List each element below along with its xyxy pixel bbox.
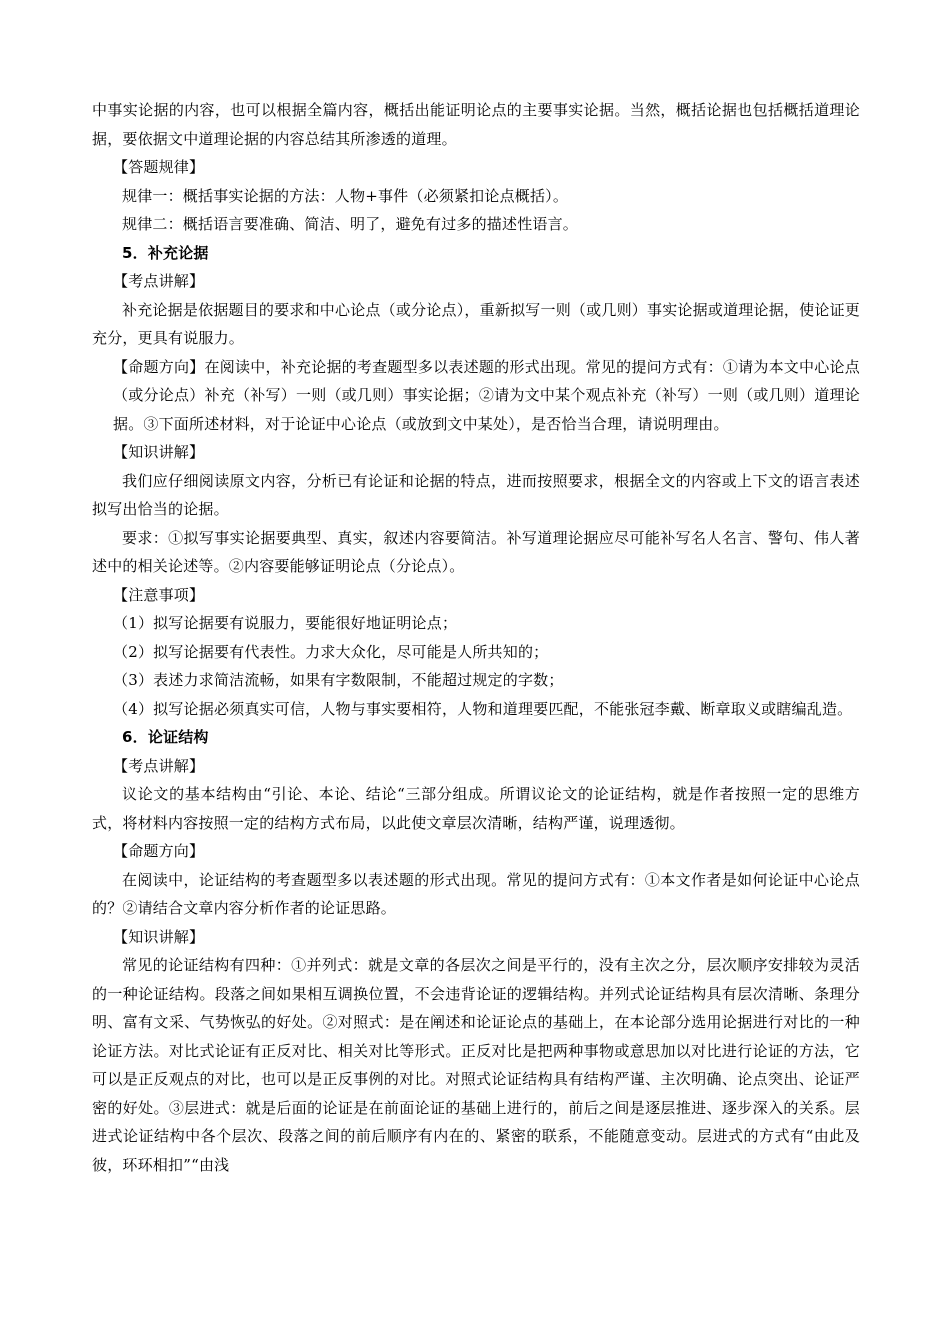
section-tag-knowledge-2: 【知识讲解】 — [113, 927, 205, 946]
heading-argument-structure: 6．论证结构 — [122, 728, 209, 746]
section-tag-notes: 【注意事项】 — [113, 585, 205, 604]
paragraph-structure-definition: 议论文的基本结构由“引论、本论、结论“三部分组成。所谓议论文的论证结构，就是作者按照一定的思维方式，将材料内容按照一定的结构方式布局，以此使文章层次清晰，结构严谨，说理透彻。 — [92, 785, 860, 832]
note-item-2: （2）拟写论据要有代表性。力求大众化，尽可能是人所共知的； — [113, 642, 549, 661]
paragraph-question-direction: 【命题方向】在阅读中，补充论据的考查题型多以表述题的形式出现。常见的提问方式有：①请为本文中心论点（或分论点）补充（补写）一则（或几则）事实论据；②请为文中某个观点补充（补写）一则（或几则）道理论据。③下面所述材料，对于论证中心论点（或放到文中某处），是否恰当合理，请说明理由。 — [113, 357, 860, 433]
paragraph-supplement-definition: 补充论据是依据题目的要求和中心论点（或分论点），重新拟写一则（或几则）事实论据或道理论据，使论证更充分，更具有说服力。 — [92, 300, 860, 347]
paragraph-structure-types: 常见的论证结构有四种：①并列式：就是文章的各层次之间是平行的，没有主次之分，层次顺序安排较为灵活的一种论证结构。段落之间如果相互调换位置，不会违背论证的逻辑结构。并列式论证结构具有层次清晰、条理分明、富有文采、气势恢弘的好处。②对照式：是在阐述和论证论点的基础上，在本论部分选用论据进行对比的一种论证方法。对比式论证有正反对比、相关对比等形式。正反对比是把两种事物或意思加以对比进行论证的方法，它可以是正反观点的对比，也可以是正反事例的对比。对照式论证结构具有结构严谨、主次明确、论点突出、论证严密的好处。③层进式：就是后面的论证是在前面论证的基础上进行的，前后之间是逐层推进、逐步深入的关系。层进式论证结构中各个层次、段落之间的前后顺序有内在的、紧密的联系，不能随意变动。层进式的方式有“由此及彼，环环相扣”“由浅 — [92, 956, 860, 1174]
section-tag-question-direction-2: 【命题方向】 — [113, 842, 205, 860]
paragraph-structure-questions: 在阅读中，论证结构的考查题型多以表述题的形式出现。常见的提问方式有：①本文作者是如何论证中心论点的？②请结合文章内容分析作者的论证思路。 — [92, 870, 860, 917]
document-page — [92, 96, 860, 1179]
note-item-3: （3）表述力求简洁流畅，如果有字数限制，不能超过规定的字数； — [113, 671, 564, 689]
section-tag-exam-point-2: 【考点讲解】 — [113, 756, 205, 775]
rule-two: 规律二：概括语言要准确、简洁、明了，避免有过多的描述性语言。 — [122, 215, 579, 233]
rule-one: 规律一：概括事实论据的方法：人物+事件（必须紧扣论点概括）。 — [122, 186, 569, 205]
heading-supplement-evidence: 5．补充论据 — [122, 243, 209, 262]
paragraph-intro-continuation: 中事实论据的内容，也可以根据全篇内容，概括出能证明论点的主要事实论据。当然，概括论据也包括概括道理论据，要依据文中道理论据的内容总结其所渗透的道理。 — [92, 101, 860, 148]
paragraph-requirements: 要求：①拟写事实论据要典型、真实，叙述内容要简洁。补写道理论据应尽可能补写名人名言、警句、伟人著述中的相关论述等。②内容要能够证明论点（分论点）。 — [92, 528, 860, 575]
paragraph-knowledge-read: 我们应仔细阅读原文内容，分析已有论证和论据的特点，进而按照要求，根据全文的内容或上下文的语言表述拟写出恰当的论据。 — [92, 471, 860, 518]
note-item-4: （4）拟写论据必须真实可信，人物与事实要相符，人物和道理要匹配，不能张冠李戴、断章取义或瞎编乱造。 — [113, 699, 853, 718]
note-item-1: （1）拟写论据要有说服力，要能很好地证明论点； — [113, 614, 458, 632]
section-tag-knowledge: 【知识讲解】 — [113, 443, 205, 461]
section-tag-exam-point: 【考点讲解】 — [113, 272, 205, 290]
section-tag-answer-rules: 【答题规律】 — [113, 158, 205, 176]
